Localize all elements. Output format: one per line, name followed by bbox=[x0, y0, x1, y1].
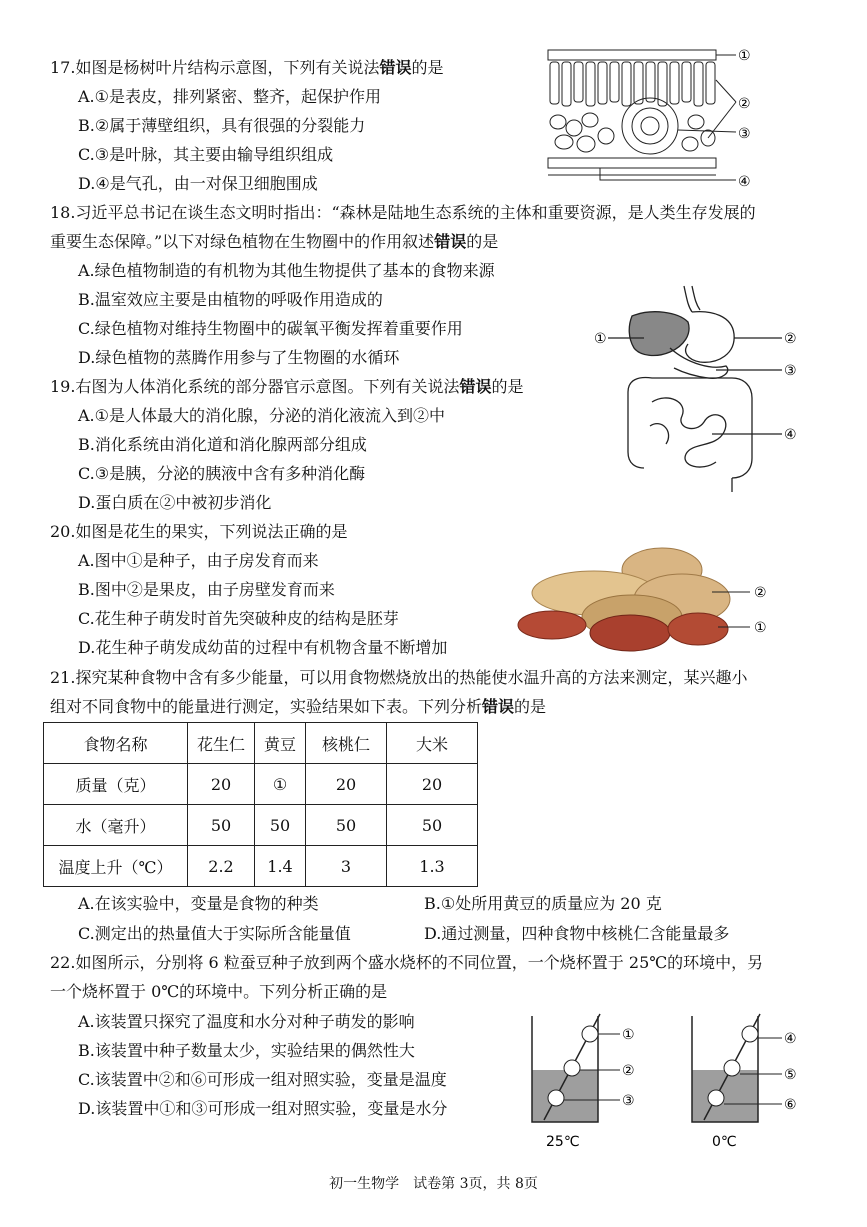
q19-option-b: B.消化系统由消化道和消化腺两部分组成 bbox=[78, 435, 367, 454]
table-cell: 大米 bbox=[387, 723, 478, 764]
beaker-right bbox=[692, 1014, 797, 1150]
peanut-label-2: ② bbox=[754, 585, 767, 601]
table-cell: 花生仁 bbox=[188, 723, 255, 764]
q22-stem-line2: 一个烧杯置于 0℃的环境中。下列分析正确的是 bbox=[50, 982, 388, 1001]
table-cell: 20 bbox=[188, 764, 255, 805]
q19-option-a: A.①是人体最大的消化腺，分泌的消化液流入到②中 bbox=[78, 406, 445, 425]
beaker-label-2: ② bbox=[622, 1063, 635, 1079]
table-cell: 黄豆 bbox=[255, 723, 306, 764]
q21-option-c: C.测定出的热量值大于实际所含能量值 bbox=[78, 924, 351, 943]
beaker-label-5: ⑤ bbox=[784, 1067, 797, 1083]
temp-label-right: 0℃ bbox=[712, 1134, 737, 1150]
beaker-label-4: ④ bbox=[784, 1031, 797, 1047]
beaker-label-6: ⑥ bbox=[784, 1097, 797, 1113]
q17-option-b: B.②属于薄壁组织，具有很强的分裂能力 bbox=[78, 116, 366, 135]
q19-option-c: C.③是胰，分泌的胰液中含有多种消化酶 bbox=[78, 464, 366, 483]
table-row bbox=[44, 764, 478, 805]
page-footer: 初一生物学 试卷第 3页，共 8页 bbox=[329, 1176, 538, 1192]
leaf-structure-diagram bbox=[540, 40, 770, 195]
table-cell: 食物名称 bbox=[44, 723, 188, 764]
table-cell: 核桃仁 bbox=[306, 723, 387, 764]
beaker-label-3: ③ bbox=[622, 1093, 635, 1109]
q17-stem: 17.如图是杨树叶片结构示意图，下列有关说法错误的是 bbox=[50, 58, 444, 77]
peanut-label-1: ① bbox=[754, 620, 767, 636]
table-cell: 50 bbox=[188, 805, 255, 846]
peanut-fruit-photo bbox=[512, 535, 782, 660]
q21-option-b: B.①处所用黄豆的质量应为 20 克 bbox=[424, 894, 662, 913]
table-row bbox=[44, 846, 478, 887]
table-cell: 50 bbox=[255, 805, 306, 846]
digestive-label-2: ② bbox=[784, 331, 797, 347]
q22-option-c: C.该装置中②和⑥可形成一组对照实验，变量是温度 bbox=[78, 1070, 447, 1089]
leaf-label-2: ② bbox=[738, 96, 751, 112]
table-cell: 温度上升（℃） bbox=[44, 846, 188, 887]
table-cell: 20 bbox=[387, 764, 478, 805]
table-cell: 50 bbox=[387, 805, 478, 846]
table-cell: 3 bbox=[306, 846, 387, 887]
beaker-label-1: ① bbox=[622, 1027, 635, 1043]
digestive-label-1: ① bbox=[594, 331, 607, 347]
table-cell: 1.4 bbox=[255, 846, 306, 887]
table-cell: 1.3 bbox=[387, 846, 478, 887]
leaf-label-1: ① bbox=[738, 48, 751, 64]
q22-option-b: B.该装置中种子数量太少，实验结果的偶然性大 bbox=[78, 1041, 415, 1060]
digestive-label-4: ④ bbox=[784, 427, 797, 443]
q21-option-a: A.在该实验中，变量是食物的种类 bbox=[78, 894, 319, 913]
q17-option-d: D.④是气孔，由一对保卫细胞围成 bbox=[78, 174, 318, 193]
food-energy-table bbox=[43, 722, 478, 887]
table-cell: 质量（克） bbox=[44, 764, 188, 805]
q18-option-d: D.绿色植物的蒸腾作用参与了生物圈的水循环 bbox=[78, 348, 400, 367]
table-cell: 水（毫升） bbox=[44, 805, 188, 846]
table-row bbox=[44, 805, 478, 846]
q20-stem: 20.如图是花生的果实，下列说法正确的是 bbox=[50, 522, 348, 541]
q20-option-d: D.花生种子萌发成幼苗的过程中有机物含量不断增加 bbox=[78, 638, 448, 657]
q18-option-c: C.绿色植物对维持生物圈中的碳氧平衡发挥着重要作用 bbox=[78, 319, 463, 338]
q17-option-a: A.①是表皮，排列紧密、整齐，起保护作用 bbox=[78, 87, 381, 106]
q18-option-a: A.绿色植物制造的有机物为其他生物提供了基本的食物来源 bbox=[78, 261, 495, 280]
table-row bbox=[44, 723, 478, 764]
temp-label-left: 25℃ bbox=[546, 1134, 580, 1150]
q18-option-b: B.温室效应主要是由植物的呼吸作用造成的 bbox=[78, 290, 383, 309]
table-cell: ① bbox=[255, 764, 306, 805]
q21-option-d: D.通过测量，四种食物中核桃仁含能量最多 bbox=[424, 924, 730, 943]
q22-stem-line1: 22.如图所示，分别将 6 粒蚕豆种子放到两个盛水烧杯的不同位置，一个烧杯置于 25℃的环境中，另 bbox=[50, 953, 764, 972]
beaker-experiment-diagram bbox=[520, 1008, 820, 1153]
beaker-left bbox=[532, 1014, 635, 1150]
q21-stem-line2: 组对不同食物中的能量进行测定，实验结果如下表。下列分析错误的是 bbox=[50, 697, 547, 716]
q18-stem-line1: 18.习近平总书记在谈生态文明时指出：“森林是陆地生态系统的主体和重要资源，是人类生存发展的 bbox=[50, 203, 756, 222]
q22-option-d: D.该装置中①和③可形成一组对照实验，变量是水分 bbox=[78, 1099, 448, 1118]
q18-stem-line2: 重要生态保障。”以下对绿色植物在生物圈中的作用叙述错误的是 bbox=[50, 232, 499, 251]
q17-option-c: C.③是叶脉，其主要由输导组织组成 bbox=[78, 145, 334, 164]
q19-option-d: D.蛋白质在②中被初步消化 bbox=[78, 493, 272, 512]
q21-stem-line1: 21.探究某种食物中含有多少能量，可以用食物燃烧放出的热能使水温升高的方法来测定，某兴趣小 bbox=[50, 668, 748, 687]
q20-option-c: C.花生种子萌发时首先突破种皮的结构是胚芽 bbox=[78, 609, 399, 628]
q20-option-a: A.图中①是种子，由子房发育而来 bbox=[78, 551, 319, 570]
table-cell: 50 bbox=[306, 805, 387, 846]
table-cell: 2.2 bbox=[188, 846, 255, 887]
leaf-label-3: ③ bbox=[738, 126, 751, 142]
q19-stem: 19.右图为人体消化系统的部分器官示意图。下列有关说法错误的是 bbox=[50, 377, 524, 396]
q20-option-b: B.图中②是果皮，由子房壁发育而来 bbox=[78, 580, 335, 599]
digestive-label-3: ③ bbox=[784, 363, 797, 379]
q22-option-a: A.该装置只探究了温度和水分对种子萌发的影响 bbox=[78, 1012, 415, 1031]
leaf-label-4: ④ bbox=[738, 174, 751, 190]
digestive-system-diagram bbox=[592, 282, 812, 497]
table-cell: 20 bbox=[306, 764, 387, 805]
